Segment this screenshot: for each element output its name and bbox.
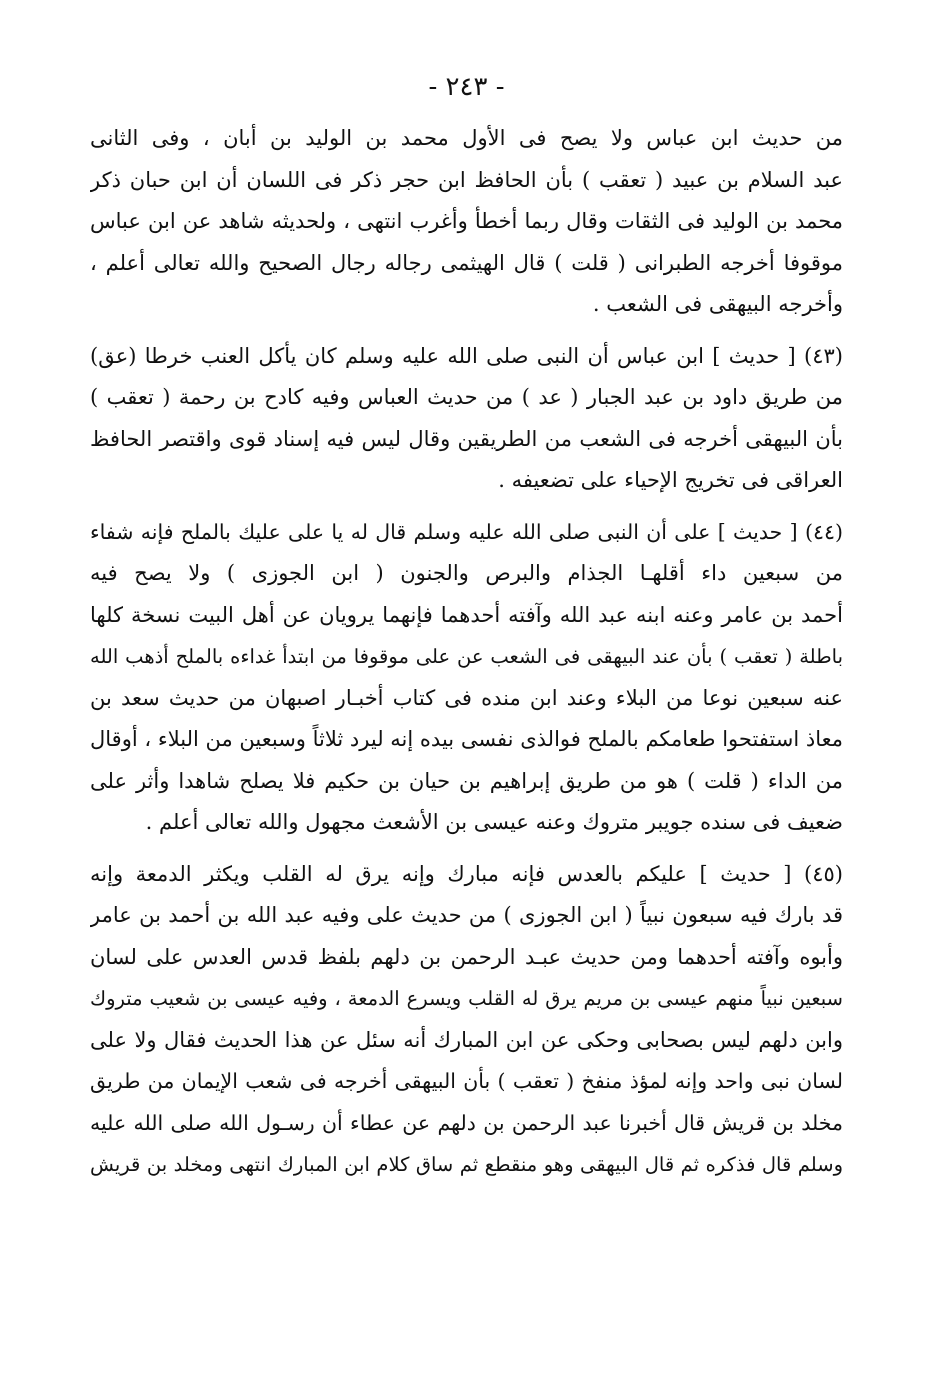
paragraph-hadith-44	[90, 512, 843, 844]
text-line: من سبعين داء أقلهـا الجذام والبرص والجنون ( ابن الجوزى ) ولا يصح فيه	[90, 561, 843, 585]
text-line: من حديث ابن عباس ولا يصح فى الأول محمد بن الوليد بن أبان ، وفى الثانى	[90, 126, 843, 150]
text-line: بأن البيهقى أخرجه فى الشعب من الطريقين وقال ليس فيه إسناد قوى واقتصر الحافظ	[90, 426, 843, 451]
text-line: (٤٣) [ حديث ] ابن عباس أن النبى صلى الله عليه وسلم كان يأكل العنب خرطا (عق)	[90, 343, 843, 368]
text-line: من طريق داود بن عبد الجبار ( عد ) من حديث العباس وفيه كادح بن رحمة ( تعقب )	[90, 385, 843, 409]
text-line: من الداء ( قلت ) هو من طريق إبراهيم بن حيان بن حكيم فلا يصلح شاهدا وأثر على	[90, 768, 843, 793]
text-line: باطلة ( تعقب ) بأن عند البيهقى فى الشعب عن على موقوفا من ابتدأ غداءه بالملح أذهب الله	[90, 645, 843, 668]
text-line: أحمد بن عامر وعنه ابنه عبد الله وآفته أحدهما فإنهما يرويان عن أهل البيت نسخة كلها	[90, 602, 843, 627]
paragraph-hadith-45	[90, 854, 843, 1186]
paragraph	[90, 118, 843, 326]
text-line: سبعين نبياً منهم عيسى بن مريم يرق له القلب ويسرع الدمعة ، وفيه عيسى بن شعيب متروك	[90, 987, 843, 1010]
body-text	[90, 118, 843, 1186]
text-line: وأخرجه البيهقى فى الشعب .	[592, 292, 843, 316]
text-line: لسان نبى واحد وإنه لمؤذ منفخ ( تعقب ) بأن البيهقى أخرجه فى شعب الإيمان من طريق	[90, 1069, 843, 1093]
text-line: (٤٥) [ حديث ] عليكم بالعدس فإنه مبارك وإنه يرق له القلب ويكثر الدمعة وإنه	[90, 861, 843, 886]
text-line: ضعيف فى سنده جويبر متروك وعنه عيسى بن الأشعث مجهول والله تعالى أعلم .	[145, 810, 843, 834]
text-line: معاذ استفتحوا طعامكم بالملح فوالذى نفسى بيده إنه ليرد ثلاثاً وسبعين من البلاء ، أوقال	[90, 727, 843, 751]
text-line: العراقى فى تخريج الإحياء على تضعيفه .	[498, 468, 843, 492]
text-line: وسلم قال فذكره ثم قال البيهقى وهو منقطع ثم ساق كلام ابن المبارك انتهى ومخلد بن قريش	[90, 1153, 843, 1176]
text-line: وابن دلهم ليس بصحابى وحكى عن ابن المبارك أنه سئل عن هذا الحديث فقال ولا على	[90, 1027, 843, 1052]
text-line: عبد السلام بن عبيد ( تعقب ) بأن الحافظ ابن حجر ذكر فى اللسان أن ابن حبان ذكر	[90, 167, 843, 192]
text-line: عنه سبعين نوعا من البلاء وعند ابن منده فى كتاب أخبـار اصبهان من حديث سعد بن	[90, 685, 843, 710]
text-line: موقوفا أخرجه الطبرانى ( قلت ) قال الهيثمى رجاله رجال الصحيح والله تعالى أعلم ،	[90, 250, 843, 275]
text-line: مخلد بن قريش قال أخبرنا عبد الرحمن بن دلهم عن عطاء أن رسـول الله صلى الله عليه	[90, 1110, 843, 1135]
paragraph-hadith-43	[90, 336, 843, 502]
page-number: - ٢٤٣ -	[428, 72, 505, 102]
text-line: (٤٤) [ حديث ] على أن النبى صلى الله عليه وسلم قال له يا على عليك بالملح فإنه شفاء	[90, 519, 843, 544]
text-line: وأبوه وآفته أحدهما ومن حديث عبـد الرحمن بن دلهم بلفظ قدس العدس على لسان	[90, 944, 843, 969]
text-line: محمد بن الوليد فى الثقات وقال ربما أخطأ وأغرب انتهى ، ولحديثه شاهد عن ابن عباس	[90, 209, 843, 233]
text-line: قد بارك فيه سبعون نبياً ( ابن الجوزى ) من حديث على وفيه عبد الله بن أحمد بن عامر	[90, 903, 843, 927]
